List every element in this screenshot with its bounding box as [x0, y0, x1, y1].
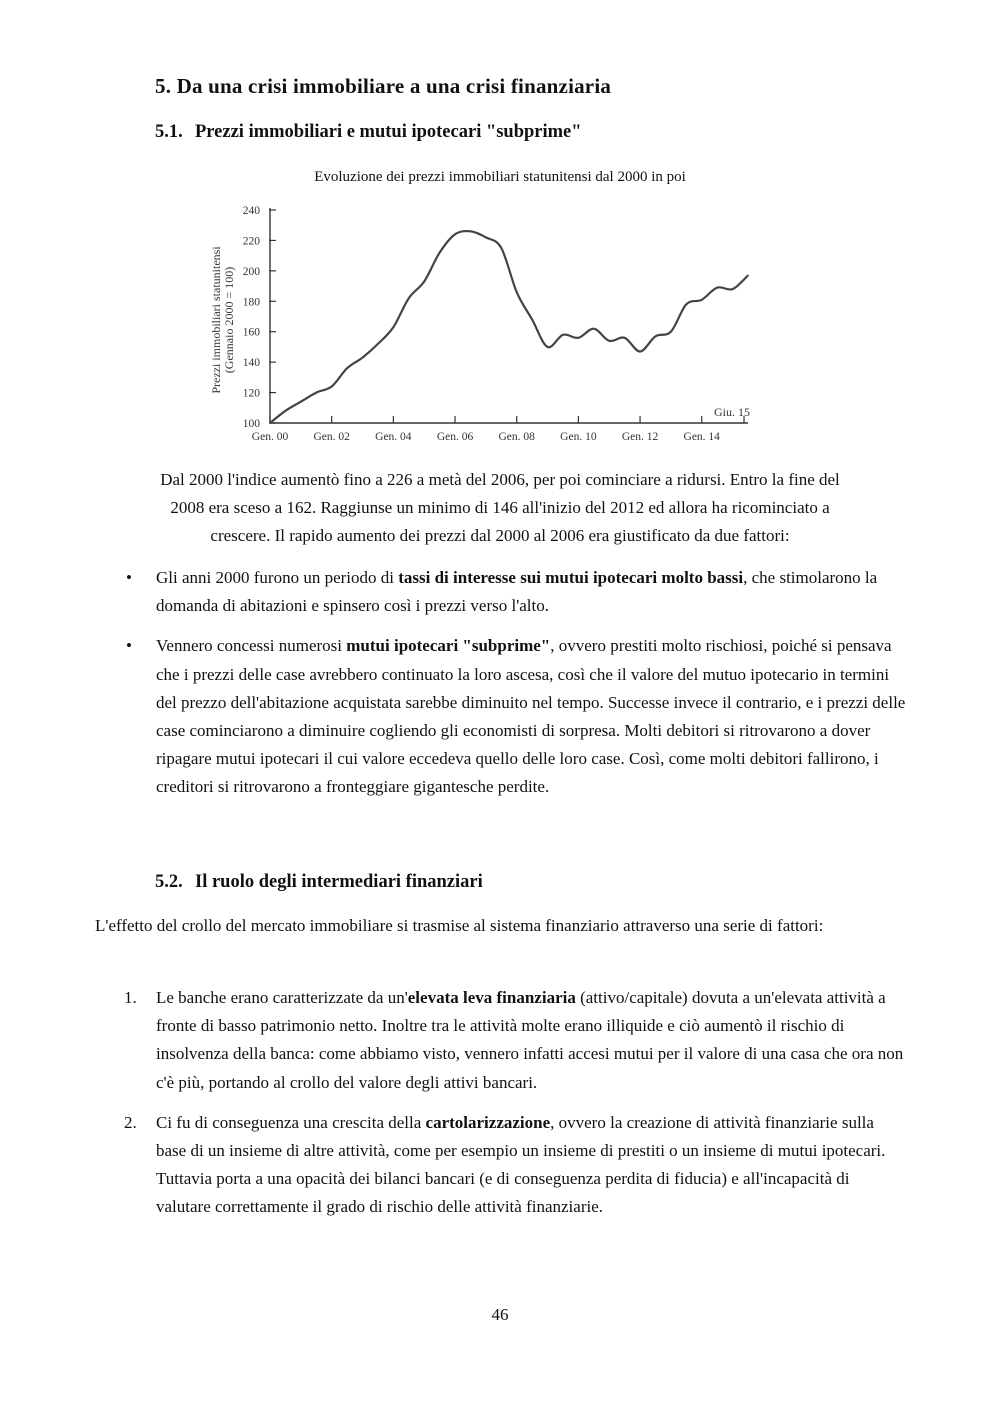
item-text-post: , ovvero la creazione di attività finanziarie sulla base di un insieme di altre attività, come per esempio un insieme di prestiti o un insieme di mutui ipotecari. Tuttavia porta a una opacità dei bilanci bancari (e di conseguenza perdita di fiducia) e all'incapacità di valutare correttamente il grado di rischio delle attività finanziarie.: [156, 1112, 886, 1217]
data-point: [701, 299, 703, 301]
bullet-item: [126, 632, 908, 801]
data-point: [686, 304, 688, 306]
bullet-text-bold: tassi di interesse sui mutui ipotecari molto bassi: [398, 568, 744, 587]
bullet-text-bold: mutui ipotecari "subprime": [346, 636, 551, 656]
data-point: [516, 291, 518, 293]
y-axis-label: [209, 246, 236, 394]
bullet-marker: •: [126, 636, 132, 656]
chart-title: Evoluzione dei prezzi immobiliari statunitensi dal 2000 in poi: [314, 169, 686, 185]
data-point: [315, 392, 317, 394]
item-text-bold: cartolarizzazione: [425, 1112, 551, 1132]
x-tick-label: Gen. 06: [436, 431, 474, 443]
data-point: [269, 422, 271, 424]
data-point: [639, 351, 641, 353]
item-text-pre: Le banche erano caratterizzate da un': [156, 988, 408, 1007]
data-point: [593, 328, 595, 330]
bullet-text-pre: Vennero concessi numerosi: [156, 636, 347, 656]
x-tick-label: Gen. 08: [498, 431, 535, 443]
data-point: [732, 288, 734, 290]
data-point: [747, 275, 749, 277]
item-text-bold: elevata leva finanziaria: [407, 988, 576, 1007]
bullet-item: [126, 564, 908, 620]
data-point: [346, 367, 348, 369]
item-text-pre: Ci fu di conseguenza una crescita della: [156, 1112, 426, 1132]
section-paragraph: L'effetto del crollo del mercato immobiliare si trasmise al sistema finanziario attraverso una serie di fattori:: [95, 916, 824, 935]
x-tick-label: Gen. 04: [375, 431, 412, 443]
data-point: [470, 231, 472, 233]
house-price-line-chart: [200, 195, 760, 450]
data-point: [716, 287, 718, 289]
data-point: [608, 340, 610, 342]
page-number: 46: [491, 1305, 509, 1324]
chart-annotation: Giu. 15: [714, 405, 750, 419]
bullet-marker: •: [126, 568, 132, 587]
data-point: [547, 346, 549, 348]
x-tick-label: Gen. 10: [560, 431, 597, 443]
item-number: 2.: [124, 1112, 137, 1132]
chart-axes: [270, 208, 748, 423]
y-axis-label-line-1: Prezzi immobiliari statunitensi: [209, 246, 223, 394]
x-tick-label: Gen. 02: [313, 431, 350, 443]
y-tick-label: 120: [242, 387, 260, 400]
subsection-number: 5.1.: [155, 122, 183, 142]
data-point: [578, 337, 580, 339]
x-axis-ticks: [252, 416, 744, 443]
data-point: [285, 410, 287, 412]
bullet-text-pre: Gli anni 2000 furono un periodo di: [156, 568, 399, 587]
data-point: [454, 234, 456, 236]
numbered-list: [124, 984, 908, 1222]
item-text-post: (attivo/capitale) dovuta a un'elevata attività a fronte di basso patrimonio netto. Inoltre tra le attività molte erano illiquide e ciò aumentò il rischio di insolvenza della banca: come abbiamo visto, vennero infatti accesi mutui per il valore di una casa che ora non c'è più, portando al crollo del valore degli attivi bancari.: [156, 988, 904, 1092]
data-point: [485, 237, 487, 239]
y-tick-label: 200: [242, 265, 260, 278]
numbered-item: [124, 1109, 908, 1222]
data-point: [531, 319, 533, 321]
numbered-item: [124, 984, 908, 1097]
y-tick-label: 220: [242, 235, 260, 248]
intro-paragraph: [95, 466, 905, 551]
y-tick-label: 140: [242, 357, 260, 370]
intro-line-3: crescere. Il rapido aumento dei prezzi dal 2000 al 2006 era giustificato da due fattori:: [210, 526, 790, 546]
x-tick-label: Gen. 12: [621, 431, 659, 443]
data-point: [670, 331, 672, 333]
bullet-text-post: , che stimolarono la domanda di abitazioni e spinsero così i prezzi verso l'alto.: [156, 568, 878, 616]
subsection-heading: Il ruolo degli intermediari finanziari: [195, 872, 483, 892]
bullet-text-post: , ovvero prestiti molto rischiosi, poiché si pensava che i prezzi delle case avrebbero continuato la loro ascesa, così che il valore del mutuo ipotecario in termini del prezzo dell'abitazione acquistata sarebbe diminuito nel tempo. Successe invece il contrario, e i prezzi delle case cominciarono a diminuire cogliendo gli economisti di sorpresa. Molti debitori si ritrovarono a dover ripagare mutui ipotecari il cui valore eccedeva quello delle loro case. Così, come molti debitori fallirono, i creditori si ritrovarono a fronteggiare gigantesche perdite.: [156, 636, 906, 797]
x-tick-label: Gen. 14: [683, 431, 720, 443]
data-point: [362, 357, 364, 359]
y-tick-label: 100: [242, 418, 260, 430]
data-point: [408, 297, 410, 299]
data-point: [393, 326, 395, 328]
subsection-title-5-1: [155, 122, 582, 143]
data-point: [655, 335, 657, 337]
y-axis-label-line-2: (Gennaio 2000 = 100): [222, 266, 236, 374]
data-point: [562, 334, 564, 336]
item-number: 1.: [124, 988, 137, 1007]
bullet-list: [126, 564, 908, 802]
series-line: [270, 231, 748, 423]
subsection-title-5-2: [155, 872, 483, 893]
series-points: [269, 231, 749, 424]
subsection-number: 5.2.: [155, 872, 183, 892]
y-tick-label: 180: [242, 296, 260, 309]
data-point: [500, 247, 502, 249]
data-point: [300, 401, 302, 403]
data-point: [331, 386, 333, 388]
y-tick-label: 160: [242, 326, 260, 339]
section-title: 5. Da una crisi immobiliare a una crisi finanziaria: [155, 74, 612, 98]
data-point: [624, 337, 626, 339]
y-axis-ticks: [243, 205, 276, 430]
intro-line-2: 2008 era sceso a 162. Raggiunse un minimo di 146 all'inizio del 2012 ed allora ha ricominciato a: [170, 498, 830, 518]
y-tick-label: 240: [242, 205, 260, 217]
data-point: [439, 252, 441, 254]
data-point: [423, 281, 425, 283]
x-tick-label: Gen. 00: [251, 431, 289, 443]
data-point: [377, 343, 379, 345]
intro-line-1: Dal 2000 l'indice aumentò fino a 226 a metà del 2006, per poi cominciare a ridursi. Entro la fine del: [160, 470, 840, 489]
subsection-heading: Prezzi immobiliari e mutui ipotecari "subprime": [195, 122, 582, 142]
